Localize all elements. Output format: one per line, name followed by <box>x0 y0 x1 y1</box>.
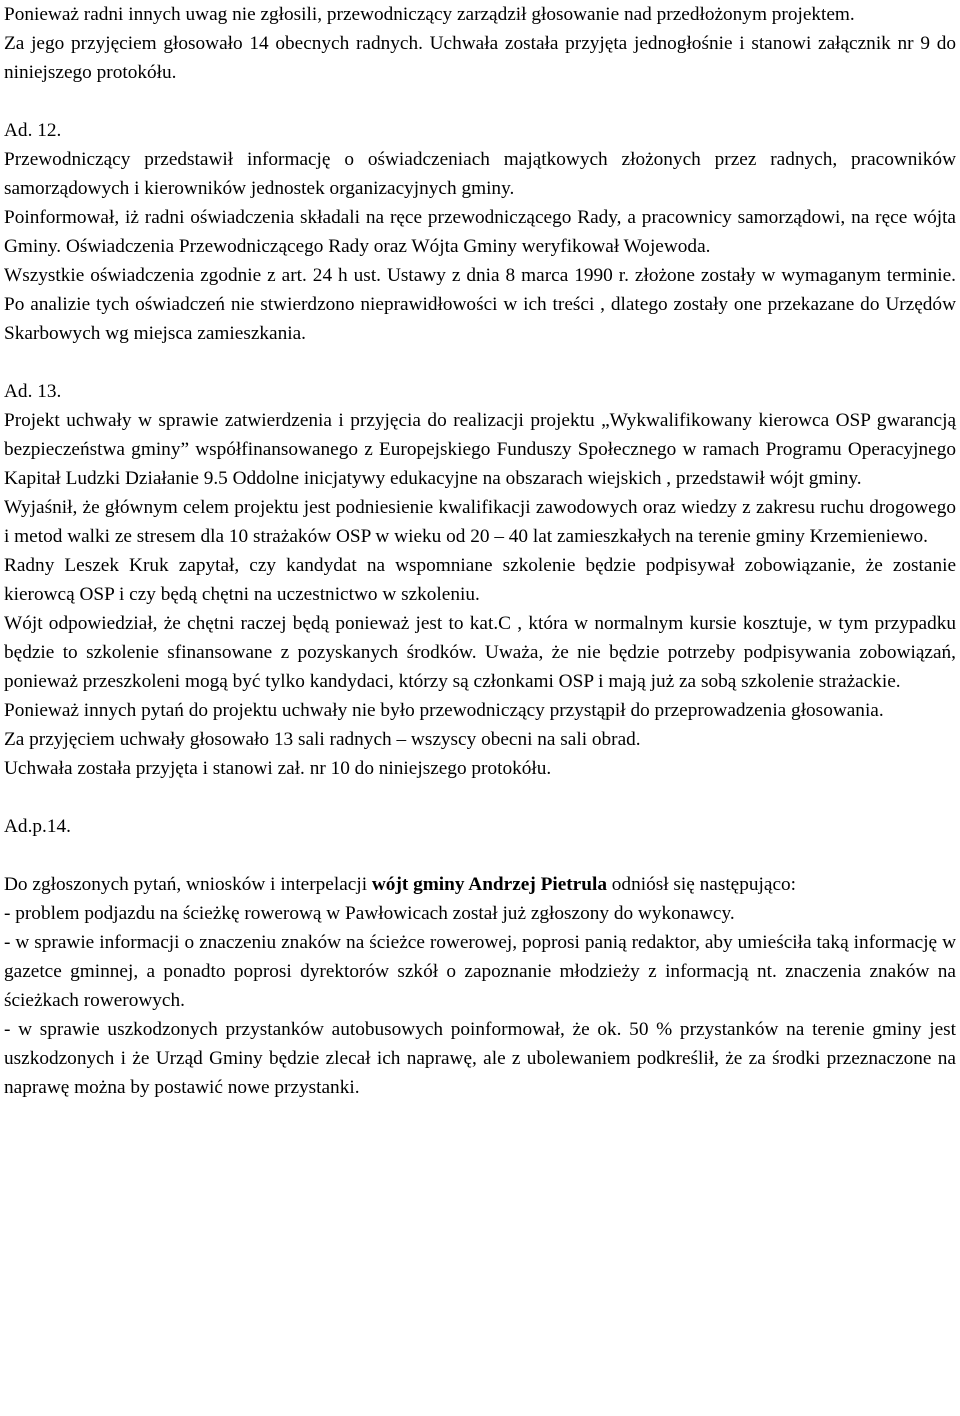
section-heading: Ad.p.14. <box>4 816 71 837</box>
intro-text: Do zgłoszonych pytań, wniosków i interpelacji <box>4 874 372 895</box>
paragraph-intro <box>4 870 956 899</box>
section-ad-14 <box>4 812 956 1102</box>
section-ad-12 <box>4 116 956 348</box>
paragraph: Radny Leszek Kruk zapytał, czy kandydat na wspomniane szkolenie będzie podpisywał zobowiązanie, że zostanie kierowcą OSP i czy będą chętni na uczestnictwo w szkoleniu. <box>4 555 956 605</box>
paragraph: Przewodniczący przedstawił informację o oświadczeniach majątkowych złożonych przez radnych, pracowników samorządowych i kierowników jednostek organizacyjnych gminy. <box>4 149 956 199</box>
paragraph: Wójt odpowiedział, że chętni raczej będą ponieważ jest to kat.C , która w normalnym kursie kosztuje, w tym przypadku będzie to szkolenie sfinansowane z pozyskanych środków. Uważa, że nie będzie potrzeby podpisywania zobowiązań, ponieważ przeszkoleni mogą być tylko kandydaci, którzy są członkami OSP i mają już za sobą szkolenie strażackie. <box>4 613 956 692</box>
section-ad-13 <box>4 377 956 783</box>
section-heading: Ad. 12. <box>4 120 62 141</box>
intro-text-end: odniósł się następująco: <box>606 874 796 895</box>
spacer <box>4 783 956 812</box>
paragraph: Uchwała została przyjęta i stanowi zał. nr 10 do niniejszego protokółu. <box>4 758 552 779</box>
spacer <box>4 348 956 377</box>
paragraph: Wyjaśnił, że głównym celem projektu jest podniesienie kwalifikacji zawodowych oraz wiedzy z zakresu ruchu drogowego i metod walki ze stresem dla 10 strażaków OSP w wieku od 20 – 40 lat zamieszkałych na terenie gminy Krzemieniewo. <box>4 497 956 547</box>
list-item: - w sprawie uszkodzonych przystanków autobusowych poinformował, że ok. 50 % przystanków na terenie gminy jest uszkodzonych i że Urząd Gminy będzie zlecał ich naprawę, ale z ubolewaniem podkreślił, że za środki przeznaczone na naprawę można by postawić nowe przystanki. <box>4 1019 956 1098</box>
paragraph-vote-order: Ponieważ radni innych uwag nie zgłosili, przewodniczący zarządził głosowanie nad przedłożonym projektem. <box>4 4 855 25</box>
paragraph: Projekt uchwały w sprawie zatwierdzenia i przyjęcia do realizacji projektu „Wykwalifikowany kierowca OSP gwarancją bezpieczeństwa gminy” współfinansowanego z Europejskiego Funduszy Społecznego w ramach Programu Operacyjnego Kapitał Ludzki Działanie 9.5 Oddolne inicjatywy edukacyjne na obszarach wiejskich , przedstawił wójt gminy. <box>4 410 956 489</box>
spacer <box>4 87 956 116</box>
speaker-name: wójt gminy Andrzej Pietrula <box>371 874 607 895</box>
paragraph-vote-result: Za jego przyjęciem głosowało 14 obecnych radnych. Uchwała została przyjęta jednogłośnie i stanowi załącznik nr 9 do niniejszego protokółu. <box>4 33 956 83</box>
paragraph: Za przyjęciem uchwały głosowało 13 sali radnych – wszyscy obecni na sali obrad. <box>4 729 641 750</box>
list-item: - w sprawie informacji o znaczeniu znaków na ścieżce rowerowej, poprosi panią redaktor, aby umieściła taką informację w gazetce gminnej, a ponadto poprosi dyrektorów szkół o zapoznanie młodzieży z informacją nt. znaczenia znaków na ścieżkach rowerowych. <box>4 932 956 1011</box>
document-page <box>4 0 956 1102</box>
section-heading: Ad. 13. <box>4 381 62 402</box>
list-item: - problem podjazdu na ścieżkę rowerową w Pawłowicach został już zgłoszony do wykonawcy. <box>4 903 735 924</box>
spacer <box>4 841 956 870</box>
paragraph: Wszystkie oświadczenia zgodnie z art. 24 h ust. Ustawy z dnia 8 marca 1990 r. złożone zostały w wymaganym terminie. Po analizie tych oświadczeń nie stwierdzono nieprawidłowości w ich treści , dlatego zostały one przekazane do Urzędów Skarbowych wg miejsca zamieszkania. <box>4 265 956 344</box>
paragraph: Poinformował, iż radni oświadczenia składali na ręce przewodniczącego Rady, a pracownicy samorządowi, na ręce wójta Gminy. Oświadczenia Przewodniczącego Rady oraz Wójta Gminy weryfikował Wojewoda. <box>4 207 956 257</box>
paragraph: Ponieważ innych pytań do projektu uchwały nie było przewodniczący przystąpił do przeprowadzenia głosowania. <box>4 700 884 721</box>
